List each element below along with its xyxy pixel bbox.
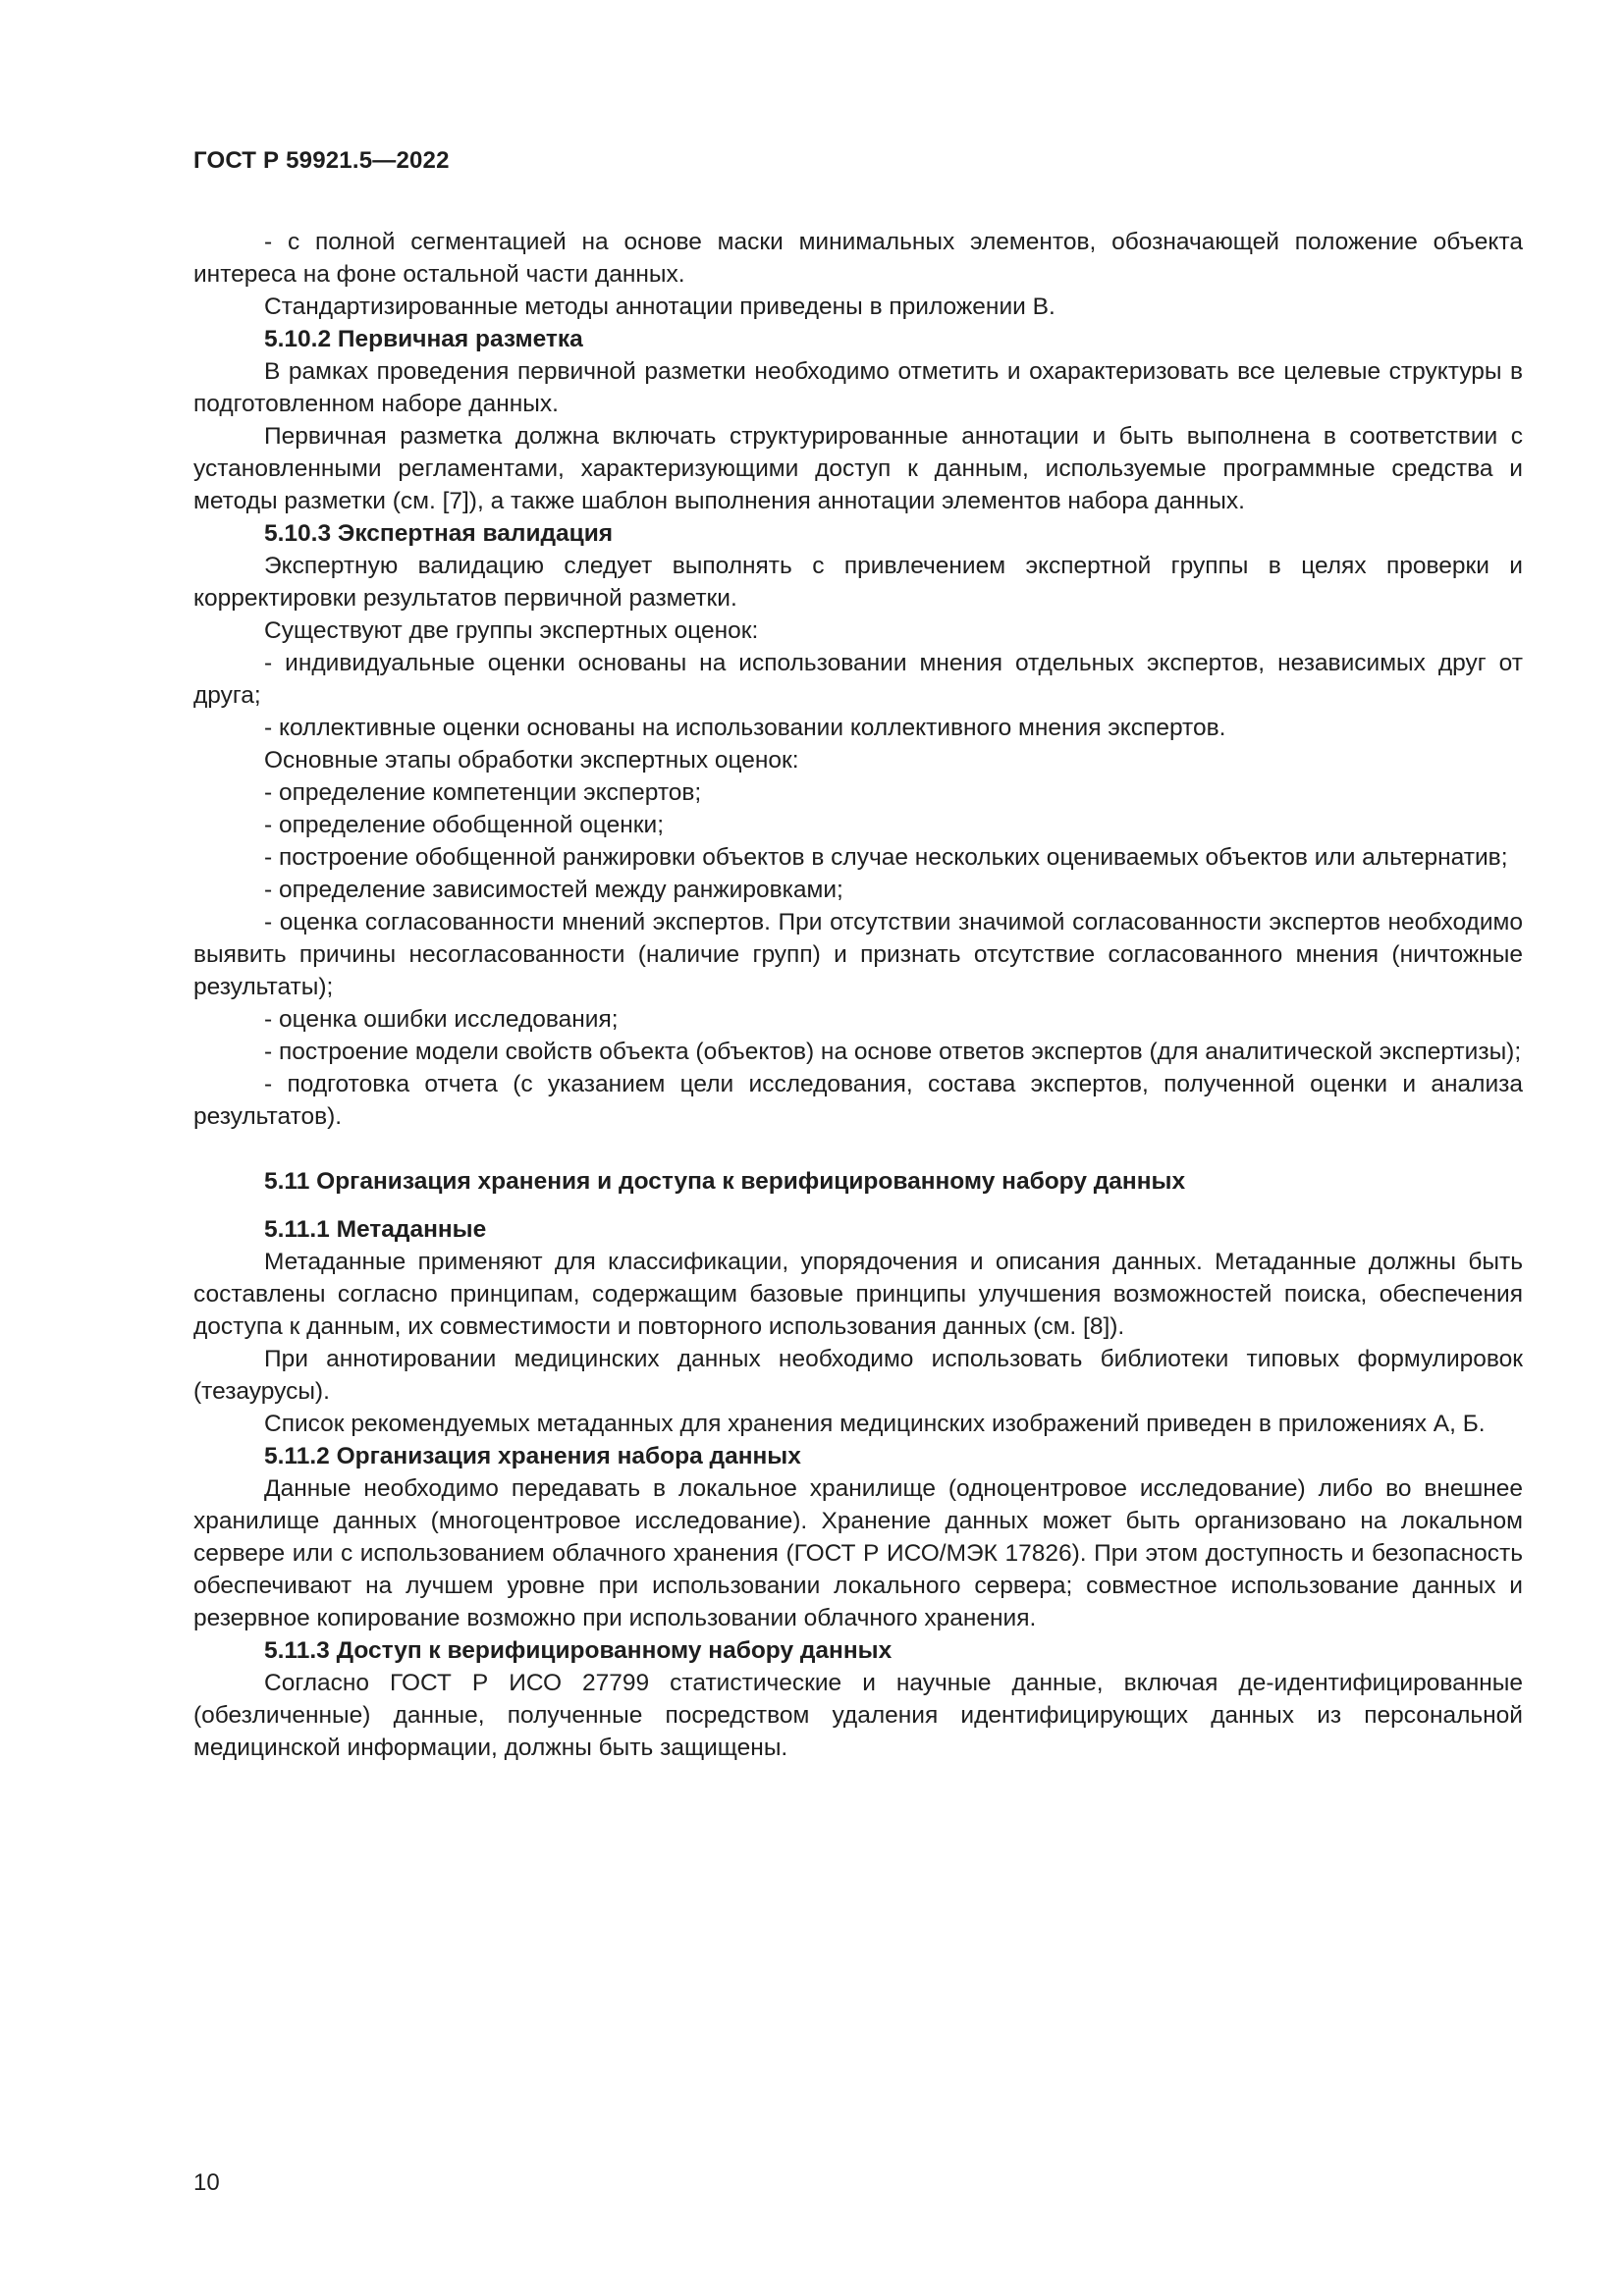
list-item: - определение обобщенной оценки;	[264, 812, 665, 838]
list-item: - определение компетенции экспертов;	[264, 779, 702, 806]
list-item: - построение модели свойств объекта (объектов) на основе ответов экспертов (для аналитической экспертизы);	[264, 1039, 1522, 1065]
document-header: ГОСТ Р 59921.5—2022	[193, 147, 450, 174]
paragraph: Экспертную валидацию следует выполнять с привлечением экспертной группы в целях проверки и корректировки результатов первичной разметки.	[193, 553, 1523, 612]
paragraph: При аннотировании медицинских данных необходимо использовать библиотеки типовых формулировок (тезаурусы).	[193, 1346, 1523, 1405]
list-item: - определение зависимостей между ранжировками;	[264, 877, 843, 903]
section-heading-5-10-2: 5.10.2 Первичная разметка	[264, 326, 583, 352]
list-item: - подготовка отчета (с указанием цели исследования, состава экспертов, полученной оценки и анализа результатов).	[193, 1071, 1523, 1130]
list-item: - оценка ошибки исследования;	[264, 1006, 619, 1033]
section-heading-5-11-2: 5.11.2 Организация хранения набора данных	[264, 1443, 801, 1469]
page-number: 10	[193, 2169, 220, 2196]
paragraph: Основные этапы обработки экспертных оценок:	[264, 747, 799, 774]
list-item: - построение обобщенной ранжировки объектов в случае нескольких оцениваемых объектов или альтернатив;	[264, 844, 1508, 871]
paragraph: Существуют две группы экспертных оценок:	[264, 617, 759, 644]
paragraph: Метаданные применяют для классификации, упорядочения и описания данных. Метаданные должны быть составлены согласно принципам, содержащим базовые принципы улучшения возможностей поиска, обеспечения доступа к данным, их совместимости и повторного использования данных (см. [8]).	[193, 1249, 1523, 1340]
list-item: - оценка согласованности мнений экспертов. При отсутствии значимой согласованности экспертов необходимо выявить причины несогласованности (наличие групп) и признать отсутствие согласованного мнения (ничтожные результаты);	[193, 909, 1523, 1000]
paragraph: В рамках проведения первичной разметки необходимо отметить и охарактеризовать все целевые структуры в подготовленном наборе данных.	[193, 358, 1523, 417]
paragraph: Стандартизированные методы аннотации приведены в приложении В.	[264, 294, 1056, 320]
list-item: - коллективные оценки основаны на использовании коллективного мнения экспертов.	[264, 715, 1226, 741]
paragraph: Список рекомендуемых метаданных для хранения медицинских изображений приведен в приложениях А, Б.	[264, 1411, 1486, 1437]
document-body	[193, 226, 1523, 1764]
paragraph: - с полной сегментацией на основе маски минимальных элементов, обозначающей положение объекта интереса на фоне остальной части данных.	[193, 229, 1523, 288]
paragraph: Первичная разметка должна включать структурированные аннотации и быть выполнена в соответствии с установленными регламентами, характеризующими доступ к данным, используемые программные средства и методы разметки (см. [7]), а также шаблон выполнения аннотации элементов набора данных.	[193, 423, 1523, 514]
paragraph: Согласно ГОСТ Р ИСО 27799 статистические и научные данные, включая де-идентифицированные (обезличенные) данные, полученные посредством удаления идентифицирующих данных из персональной медицинской информации, должны быть защищены.	[193, 1670, 1523, 1761]
section-heading-5-11-3: 5.11.3 Доступ к верифицированному набору данных	[264, 1637, 893, 1664]
section-heading-5-11: 5.11 Организация хранения и доступа к верифицированному набору данных	[264, 1168, 1186, 1195]
section-heading-5-11-1: 5.11.1 Метаданные	[264, 1216, 487, 1243]
list-item: - индивидуальные оценки основаны на использовании мнения отдельных экспертов, независимых друг от друга;	[193, 650, 1523, 709]
section-heading-5-10-3: 5.10.3 Экспертная валидация	[264, 520, 614, 547]
paragraph: Данные необходимо передавать в локальное хранилище (одноцентровое исследование) либо во внешнее хранилище данных (многоцентровое исследование). Хранение данных может быть организовано на локальном сервере или с использованием облачного хранения (ГОСТ Р ИСО/МЭК 17826). При этом доступность и безопасность обеспечивают на лучшем уровне при использовании локального сервера; совместное использование данных и резервное копирование возможно при использовании облачного хранения.	[193, 1475, 1523, 1631]
